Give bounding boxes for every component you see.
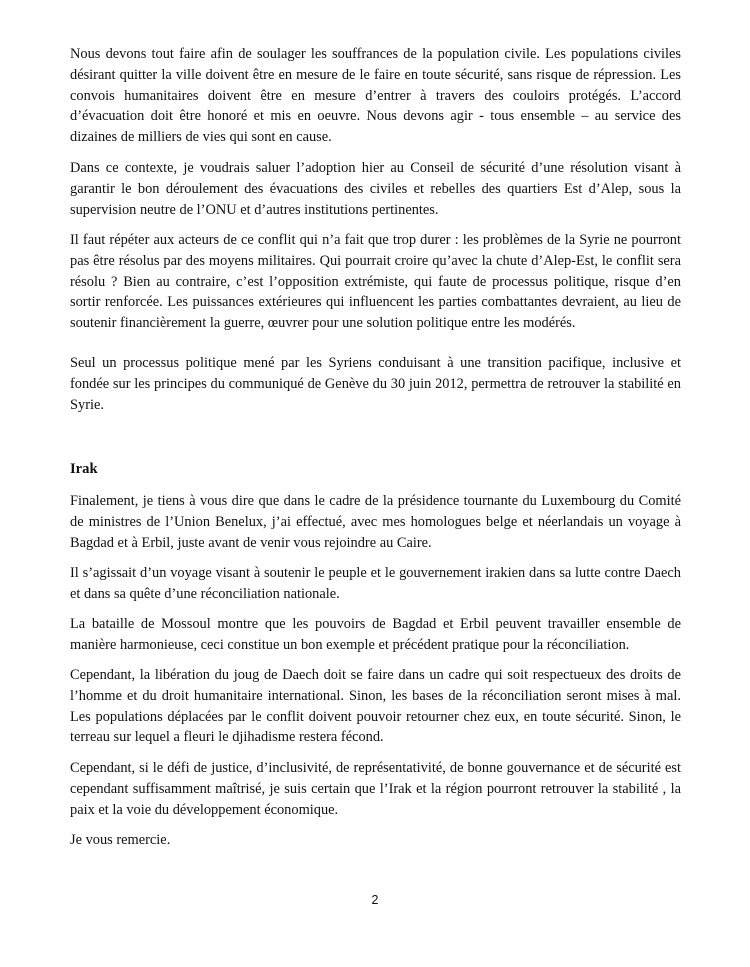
irak-paragraph-3: La bataille de Mossoul montre que les pouvoirs de Bagdad et Erbil peuvent travailler ensemble de manière harmonieuse, ceci constitue un bon exemple et précédent pratique pour la réconciliation. [70,616,681,653]
syria-paragraph-4: Seul un processus politique mené par les Syriens conduisant à une transition pacifique, inclusive et fondée sur les principes du communiqué de Genève du 30 juin 2012, permettra de retrouver la stabilité en Syrie. [70,355,681,413]
syria-paragraph-3: Il faut répéter aux acteurs de ce conflit qui n’a fait que trop durer : les problèmes de la Syrie ne pourront pas être résolus par des moyens militaires. Qui pourrait croire qu’avec la chute d’Alep-Est, le conflit sera résolu ? Bien au contraire, c’est l’opposition extrémiste, qui faute de processus politique, risque d’en sortir renforcée. Les puissances extérieures qui influencent les parties combattantes devraient, au lieu de soutenir financièrement la guerre, œuvrer pour une solution politique entre les modérés. [70,232,681,332]
irak-heading: Irak [70,461,98,477]
irak-paragraph-6: Je vous remercie. [70,832,171,848]
irak-paragraph-4: Cependant, la libération du joug de Daech doit se faire dans un cadre qui soit respectueux des droits de l’homme et du droit humanitaire international. Sinon, les bases de la réconciliation seront mises à mal. Les populations déplacées par le conflit doivent pouvoir retourner chez eux, en toute sécurité. Sinon, le terreau sur lequel a fleuri le djihadisme restera fécond. [70,667,681,746]
irak-paragraph-5: Cependant, si le défi de justice, d’inclusivité, de représentativité, de bonne gouvernance et de sécurité est cependant suffisamment maîtrisé, je suis certain que l’Irak et la région pourront retrouver la stabilité , la paix et la voie du développement économique. [70,760,681,818]
page-number: 2 [371,893,379,907]
syria-paragraph-1: Nous devons tout faire afin de soulager les souffrances de la population civile. Les populations civiles désirant quitter la ville doivent être en mesure de le faire en toute sécurité, sans risque de répression. Les convois humanitaires doivent être en mesure d’entrer à travers des couloirs protégés. L’accord d’évacuation doit être honoré et mis en oeuvre. Nous devons agir - tous ensemble – au service des dizaines de milliers de vies qui sont en cause. [70,46,681,146]
syria-paragraph-2: Dans ce contexte, je voudrais saluer l’adoption hier au Conseil de sécurité d’une résolution visant à garantir le bon déroulement des évacuations des civiles et rebelles des quartiers Est d’Alep, sous la supervision neutre de l’ONU et d’autres institutions pertinentes. [70,160,681,218]
irak-paragraph-1: Finalement, je tiens à vous dire que dans le cadre de la présidence tournante du Luxembourg du Comité de ministres de l’Union Benelux, j’ai effectué, avec mes homologues belge et néerlandais un voyage à Bagdad et à Erbil, juste avant de venir vous rejoindre au Caire. [70,493,681,551]
irak-paragraph-2: Il s’agissait d’un voyage visant à soutenir le peuple et le gouvernement irakien dans sa lutte contre Daech et dans sa quête d’une réconciliation nationale. [70,565,681,602]
